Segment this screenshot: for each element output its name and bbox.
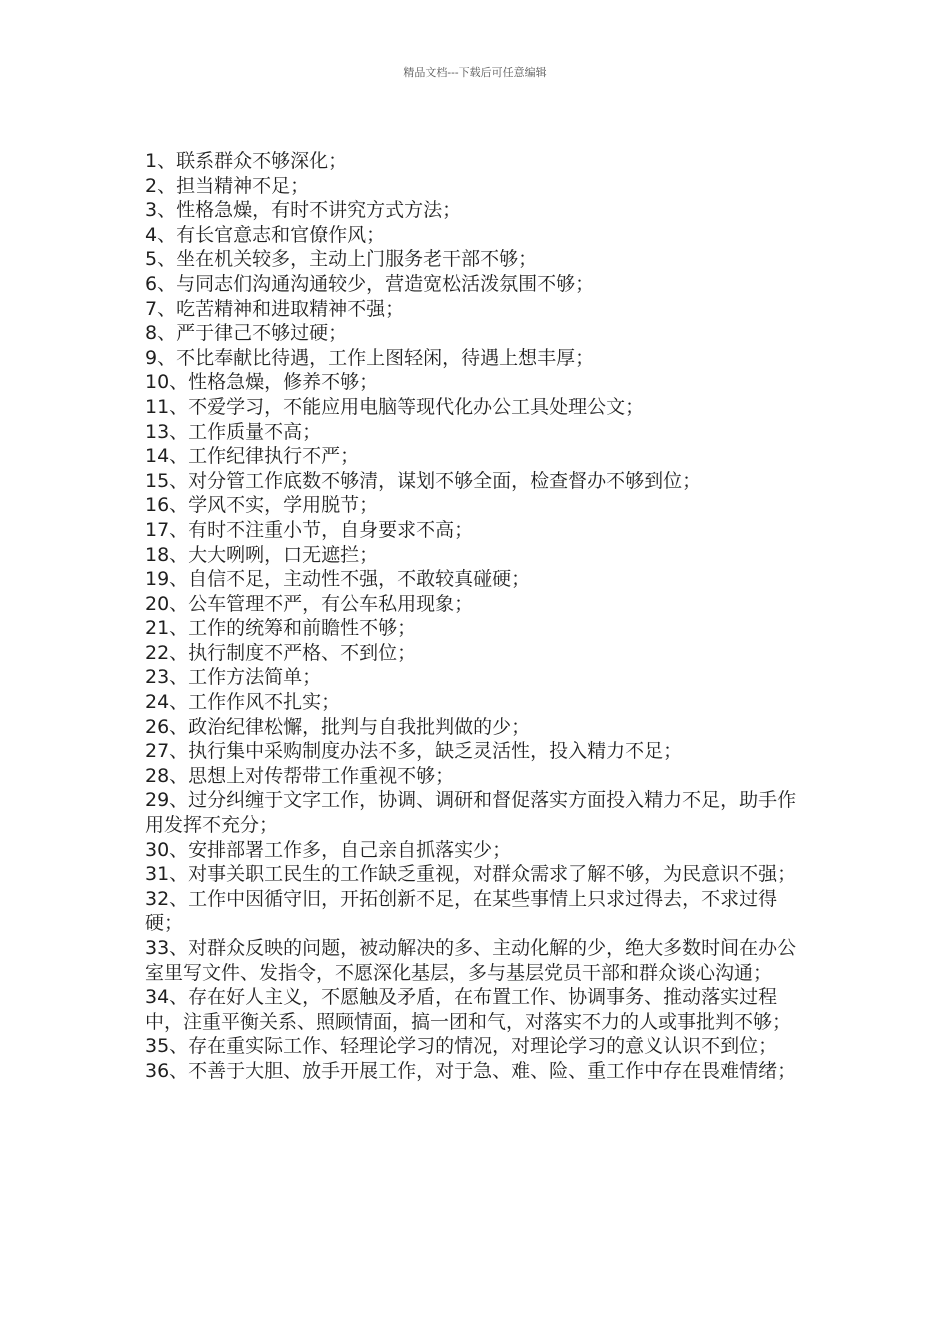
list-item: 14、工作纪律执行不严； — [145, 445, 360, 468]
list-item: 34、存在好人主义，不愿触及矛盾，在布置工作、协调事务、推动落实过程中，注重平衡关系、照顾情面，搞一团和气，对落实不力的人或事批判不够； — [145, 986, 792, 1033]
list-item: 21、工作的统筹和前瞻性不够； — [145, 617, 417, 640]
list-item: 15、对分管工作底数不够清，谋划不够全面，检查督办不够到位； — [145, 469, 702, 492]
list-item: 4、有长官意志和官僚作风； — [145, 223, 386, 246]
list-item: 6、与同志们沟通沟通较少，营造宽松活泼氛围不够； — [145, 272, 595, 295]
list-item: 22、执行制度不严格、不到位； — [145, 641, 417, 664]
list-item: 13、工作质量不高； — [145, 420, 322, 443]
list-item: 17、有时不注重小节，自身要求不高； — [145, 518, 474, 541]
list-item: 11、不爱学习，不能应用电脑等现代化办公工具处理公文； — [145, 395, 645, 418]
list-item: 5、坐在机关较多，主动上门服务老干部不够； — [145, 248, 538, 271]
list-item: 3、性格急燥，有时不讲究方式方法； — [145, 199, 462, 222]
list-item: 19、自信不足，主动性不强，不敢较真碰硬； — [145, 568, 531, 591]
list-item: 32、工作中因循守旧，开拓创新不足，在某些事情上只求过得去，不求过得硬； — [145, 887, 778, 935]
list-item: 23、工作方法简单； — [145, 666, 322, 689]
list-item: 29、过分纠缠于文字工作，协调、调研和督促落实方面投入精力不足，助手作用发挥不充分； — [145, 789, 797, 837]
list-item: 2、担当精神不足； — [145, 174, 310, 197]
list-item: 26、政治纪律松懈，批判与自我批判做的少； — [145, 715, 531, 738]
list-item: 36、不善于大胆、放手开展工作，对于急、难、险、重工作中存在畏难情绪； — [145, 1059, 797, 1082]
list-item: 10、性格急燥，修养不够； — [145, 371, 379, 394]
list-item: 31、对事关职工民生的工作缺乏重视，对群众需求了解不够，为民意识不强； — [145, 863, 797, 886]
page-header: 精品文档---下载后可任意编辑 — [403, 66, 547, 79]
list-item: 16、学风不实，学用脱节； — [145, 494, 379, 517]
list-item: 27、执行集中采购制度办法不多，缺乏灵活性，投入精力不足； — [145, 740, 683, 763]
document-body — [145, 149, 809, 1084]
list-item: 7、吃苦精神和进取精神不强； — [145, 297, 405, 320]
list-item: 18、大大咧咧，口无遮拦； — [145, 543, 379, 566]
list-item: 28、思想上对传帮带工作重视不够； — [145, 764, 455, 787]
list-item: 8、严于律己不够过硬； — [145, 322, 348, 345]
list-item: 30、安排部署工作多，自己亲自抓落实少； — [145, 838, 512, 861]
list-item: 1、联系群众不够深化； — [145, 150, 348, 172]
list-item: 9、不比奉献比待遇，工作上图轻闲，待遇上想丰厚； — [145, 346, 595, 369]
list-item: 20、公车管理不严，有公车私用现象； — [145, 592, 474, 615]
list-item: 33、对群众反映的问题，被动解决的多、主动化解的少，绝大多数时间在办公室里写文件、发指令，不愿深化基层，多与基层党员干部和群众谈心沟通； — [145, 937, 797, 984]
list-item: 24、工作作风不扎实； — [145, 691, 341, 714]
list-item: 35、存在重实际工作、轻理论学习的情况，对理论学习的意义认识不到位； — [145, 1035, 778, 1058]
